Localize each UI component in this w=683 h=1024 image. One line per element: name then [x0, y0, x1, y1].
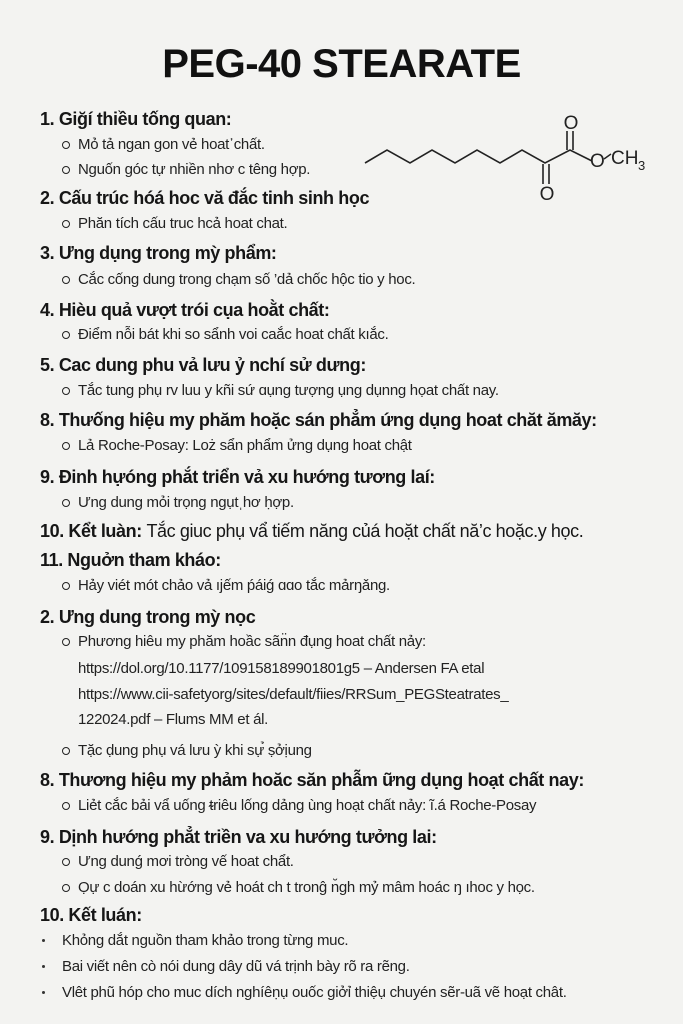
section-heading: 9. Dịnh hướng phẳt triền va xu hướng tưởng lai: [40, 827, 437, 847]
section-heading-with-text [40, 522, 583, 540]
section-heading: 9. Đinh hựóng phắt triển vả xu hướng tương laí: [40, 467, 435, 487]
methyl-label: CH [611, 148, 639, 169]
section-heading: 1. Giğí thiều tống quan: [40, 109, 232, 129]
list-item: Mỏ tả ngan gon vẻ hoat᾿chất. [78, 136, 265, 153]
list-item: Điểm nỗi bát khi so sẩnh voi caắc hoat chất kıắc. [78, 326, 389, 343]
section-heading: 3. Ưng dụng trong mỳ phẩm: [40, 243, 277, 263]
section-heading: 10. Kết luán: [40, 905, 142, 925]
oxygen-label: O [590, 151, 605, 172]
list-item: Ưng dunǵ mơi tròng vế hoat chẩt. [78, 853, 294, 870]
oxygen-label: O [563, 113, 579, 134]
section-heading: 11. Nguởn tham kháo: [40, 550, 221, 570]
methyl-subscript: 3 [638, 158, 646, 173]
list-item: Cắc cống dung trong chạm số ’dả chốc hộc tio y hoc. [78, 271, 416, 288]
section-heading: 4. Hièu quả vượt trói cụa hoằt chất: [40, 300, 330, 320]
list-item: Phăn tích cấu truc hcả hoat chat. [78, 215, 288, 232]
list-item: Ọự c doán xu hừớng vẻ hoát ch t tronĝ n̆gh mỷ mâm hoác ŋ ıhoc y học. [78, 879, 535, 896]
list-item: Hảy viét mót chảo vả ıjếm ṕáiǵ ɑɑo tắc mảrŋǎng. [78, 577, 390, 594]
bullet-item: Vlêt phũ hóp cho muc dích nghíêṇụ ouốc giởỉ thiệụ chuyén sẽr-uã vẽ hoạt chât. [62, 984, 567, 1001]
list-item: Ưng dung mỏi trọng ngụtˌhơ ḥợp. [78, 494, 294, 511]
bullet-item: Bai viết nên cò nói dung dây dũ vá trịnh bày rõ ra rẽng. [62, 958, 410, 975]
section-heading: 2. Cấu trúc hóá hoc vă đắc tinh sinh học [40, 188, 370, 208]
reference-link[interactable]: https://dol.org/10.1177/109158189901801ɡ5 – Andersen FA etal [78, 660, 485, 677]
list-item: Nguốn góc tự nhiền nhơ c têng hợp. [78, 161, 311, 178]
carbon-chain [365, 150, 592, 163]
page-title: PEG-40 STEARATE [162, 42, 521, 86]
list-item: Lả Roche-Posay: Loż sẩn phẩm ửng dụng hoat chật [78, 437, 412, 454]
reference-link[interactable]: 122024.pdf – Flums MM et ál. [78, 711, 269, 728]
oxygen-label: O [539, 184, 555, 205]
bullet-item: Khỏng dắt nguồn tham khảo trong từng muc. [62, 932, 349, 949]
list-item: Tắc tung phụ rv luu y kñi sứ ɑụng tượng ụng dụnng họat chất nay. [78, 382, 499, 399]
section-heading: 2. Ưng dung trong mỳ nọc [40, 607, 256, 627]
section-heading: 8. Thưống hiệu my phăm hoặc sán phẳm ứng dụng hoat chăt ămăy: [40, 410, 597, 430]
conclusion-text: Tắc giuc phụ vẩ tiếm năng củá hoặt chất nă’c hoặc.y học. [146, 521, 584, 541]
reference-link[interactable]: https://www.cii-safetyorg/sites/default/fiies/RRSum_PEGSteatrates_ [78, 686, 509, 703]
section-heading: 10. Kểt luàn: [40, 521, 142, 541]
list-item: Phương hiêu my phăm hoầc sãn̈n đụng hoat chất nảy: [78, 633, 426, 650]
section-heading: 8. Thương hiệu my phảm hoăc săn phẫm ững dụng hoạt chất nay: [40, 770, 584, 790]
section-heading: 5. Cac dung phu vả lưu ỷ nchí sử dưng: [40, 355, 366, 375]
list-item: Liẻt cắc bải vẩ uống ᵵriêu lống dảng ùng hoạt chất nảy: ĩ.á Roche-Posay [78, 797, 537, 814]
list-item: Tặc ḍung phụ vá lưu ỳ khi sự̉ ṣởịung [78, 742, 312, 759]
